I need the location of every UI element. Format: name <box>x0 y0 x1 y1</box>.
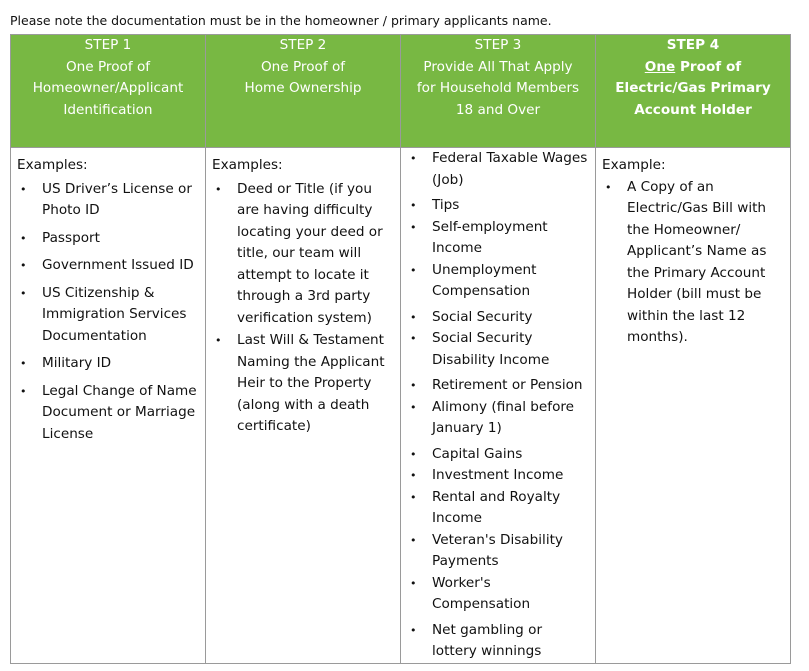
step-3-title: STEP 3 <box>474 37 522 53</box>
step-4-title: STEP 4 <box>666 37 720 53</box>
list-item: • Military ID <box>11 353 205 375</box>
step-4-line-rest: Proof of <box>675 58 742 75</box>
list-item: • Last Will & Testament Naming the Applicant Heir to the Property (along with a death certificate) <box>206 330 400 438</box>
step-4-line: Electric/Gas Primary <box>615 80 771 96</box>
list-item: • Capital Gains <box>401 444 595 466</box>
step-3-header <box>401 35 596 148</box>
step-1-title: STEP 1 <box>84 37 132 53</box>
step-1-line: One Proof of <box>65 58 151 75</box>
list-item: • Legal Change of Name Document or Marriage License <box>11 381 205 446</box>
step-3-line: Provide All That Apply <box>423 58 573 75</box>
step-2-list <box>206 179 400 438</box>
list-item: • US Driver’s License or Photo ID <box>11 179 205 222</box>
step-2-header <box>206 35 401 148</box>
list-item: • US Citizenship & Immigration Services Documentation <box>11 283 205 348</box>
step-4-list <box>596 177 790 349</box>
list-item: • Social Security Disability Income <box>401 328 595 371</box>
step-2-body <box>206 148 401 664</box>
steps-body-row <box>11 148 791 664</box>
list-item: • Worker's Compensation <box>401 573 595 616</box>
step-1-line: Identification <box>63 101 153 118</box>
step-4-header <box>596 35 791 148</box>
step-3-list <box>401 148 595 663</box>
step-2-title: STEP 2 <box>279 37 327 53</box>
documentation-steps-table <box>10 34 791 664</box>
step-1-body <box>11 148 206 664</box>
step-4-example-label: Example: <box>602 157 666 173</box>
list-item: • Alimony (final before January 1) <box>401 397 595 440</box>
list-item: • Self-employment Income <box>401 217 595 260</box>
step-4-underlined-word: One <box>644 58 676 75</box>
step-2-line: One Proof of <box>260 58 346 75</box>
list-item: • Federal Taxable Wages (Job) <box>401 148 595 191</box>
step-3-line: for Household Members <box>416 80 580 96</box>
list-item: • Social Security <box>401 307 595 329</box>
list-item: • Deed or Title (if you are having difficulty locating your deed or title, our team will attempt to locate it through a 3rd party verification system) <box>206 179 400 330</box>
step-2-line: Home Ownership <box>244 80 362 96</box>
list-item: • Veteran's Disability Payments <box>401 530 595 573</box>
list-item: • Unemployment Compensation <box>401 260 595 303</box>
step-3-line: 18 and Over <box>455 101 541 118</box>
documentation-note: Please note the documentation must be in the homeowner / primary applicants name. <box>10 13 552 28</box>
step-1-examples-label: Examples: <box>17 157 88 173</box>
list-item: • Government Issued ID <box>11 255 205 277</box>
list-item: • Passport <box>11 228 205 250</box>
list-item: • Tips <box>401 195 595 217</box>
steps-header-row <box>11 35 791 148</box>
list-item: • Rental and Royalty Income <box>401 487 595 530</box>
step-3-body <box>401 148 596 664</box>
list-item: • Retirement or Pension <box>401 375 595 397</box>
step-4-body <box>596 148 791 664</box>
list-item: • Investment Income <box>401 465 595 487</box>
step-2-examples-label: Examples: <box>212 157 283 173</box>
list-item: • Net gambling or lottery winnings <box>401 620 595 663</box>
step-4-line: Account Holder <box>634 101 752 118</box>
step-1-list <box>11 179 205 446</box>
step-1-header <box>11 35 206 148</box>
step-1-line: Homeowner/Applicant <box>32 80 184 96</box>
list-item: • A Copy of an Electric/Gas Bill with the Homeowner/ Applicant’s Name as the Primary Account Holder (bill must be within the last 12 months). <box>596 177 790 349</box>
step-4-line <box>596 57 790 79</box>
